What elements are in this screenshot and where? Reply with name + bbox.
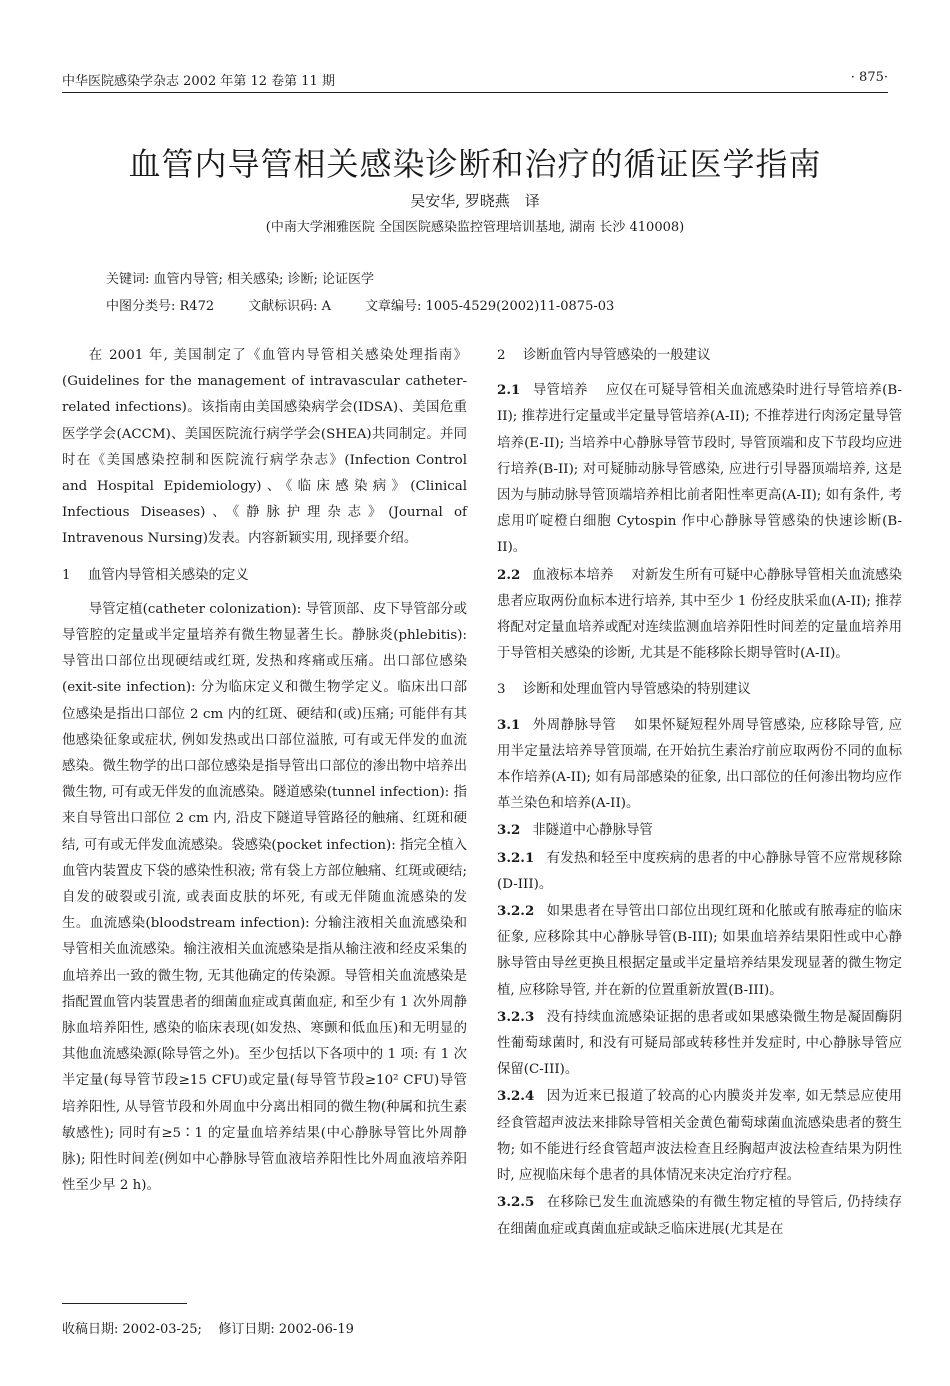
classification-line [106,295,614,314]
keywords: 关键词: 血管内导管; 相关感染; 诊断; 论证医学 [106,272,375,287]
document-code: 文献标识码: A [248,299,332,314]
revised-date: 修订日期: 2002-06-19 [218,1322,354,1337]
section-1-heading: 1 血管内导管相关感染的定义 [62,567,249,583]
section-3-heading: 3 诊断和处理血管内导管感染的特别建议 [497,682,751,698]
subsection-3-2: 3.2 非隧道中心静脉导管 [497,822,653,839]
received-date: 收稿日期: 2002-03-25; [62,1322,202,1337]
footnote-rule [62,1303,187,1304]
subsection-3-2-4: 3.2.4 因为近来已报道了较高的心内膜炎并发率, 如无禁忌应使用经食管超声波法来排除导管相关金黄色葡萄球菌血流感染患者的赘生物; 如不能进行经食管超声波法检查且经胸超声波法检查结果为阴性时, 应视临床每个患者的具体情况来决定治疗疗程。 [497,1088,902,1184]
subsection-2-1: 2.1 导管培养 应仅在可疑导管相关血流感染时进行导管培养(B-II); 推荐进行定量或半定量导管培养(A-II); 不推荐进行肉汤定量导管培养(E-II); 当培养中心静脉导管节段时, 导管顶端和皮下节段均应进行培养(B-II); 对可疑肺动脉导管感染, 应进行引导器顶端培养, 这是因为与肺动脉导管顶端培养相比前者阳性率更高(A-II); 如有条件, 考虑用吖啶橙白细胞 Cytospin 作中心静脉导管感染的快速诊断(B-II)。 [497,382,903,556]
subsection-3-2-2: 3.2.2 如果患者在导管出口部位出现红斑和化脓或有脓毒症的临床征象, 应移除其中心静脉导管(B-III); 如果血培养结果阳性或中心静脉导管由导丝更换且根据定量或半定量培养结果发现显著的微生物定植, 应移除导管, 并在新的位置重新放置(B-III)。 [497,903,902,998]
received-dates [62,1318,354,1337]
subsection-3-2-1: 3.2.1 有发热和轻至中度疾病的患者的中心静脉导管不应常规移除(D-III)。 [497,849,902,892]
page-number: · 875· [850,70,888,85]
running-head [62,70,888,93]
clc-number: 中图分类号: R472 [106,299,215,314]
authors: 吴安华, 罗晓燕 译 [410,192,540,210]
article-number: 文章编号: 1005-4529(2002)11-0875-03 [365,299,615,314]
right-column [497,343,902,1243]
subsection-3-2-3: 3.2.3 没有持续血流感染证据的患者或如果感染微生物是凝固酶阴性葡萄球菌时, 和没有可疑局部或转移性并发症时, 中心静脉导管应保留(C-III)。 [497,1008,902,1078]
subsection-3-1: 3.1 外周静脉导管 如果怀疑短程外周导管感染, 应移除导管, 应用半定量法培养导管顶端, 在开始抗生素治疗前应取两份不同的血标本作培养(A-II); 如有局部感染的征象, 出口部位的任何渗出物均应作革兰染色和培养(A-II)。 [497,716,903,812]
intro-paragraph: 在 2001 年, 美国制定了《血管内导管相关感染处理指南》(Guidelines for the management of intravascular catheter-related infections)。该指南由美国感染病学会(IDSA)、美国危重医学学会(ACCM)、美国医院流行病学学会(SHEA)共同制定。并同时在《美国感染控制和医院流行病学杂志》(Infection Control and Hospital Epidemiology)、《临床感染病》(Clinical Infectious Diseases)、《静脉护理杂志》(Journal of Intravenous Nursing)发表。内容新颖实用, 现择要介绍。 [62,348,467,547]
left-column [62,343,467,1200]
section-2-heading: 2 诊断血管内导管感染的一般建议 [497,348,711,363]
section-1-body: 导管定植(catheter colonization): 导管顶部、皮下导管部分或导管腔的定量或半定量培养有微生物显著生长。静脉炎(phlebitis): 导管出口部位出现硬结或红斑, 发热和疼痛或压痛。出口部位感染(exit-site infection): 分为临床定义和微生物学定义。临床出口部位感染是指出口部位 2 cm 内的红斑、硬结和(或)压痛; 可能伴有其他感染征象或症状, 例如发热或出口部位溢脓, 可有或无伴发的血流感染。微生物学的出口部位感染是指导管出口部位的渗出物中培养出微生物, 可有或无伴发的血流感染。隧道感染(tunnel infection): 指来自导管出口部位 2 cm 内, 沿皮下隧道导管路径的触痛、红斑和硬结, 可有或无伴发血流感染。袋感染(pocket infection): 指完全植入血管内装置皮下袋的感染性积液; 常有袋上方部位触痛、红斑或硬结; 自发的破裂或引流, 或表面皮肤的坏死, 有或无伴随血流感染的发生。血流感染(bloodstream infection): 分输注液相关血流感染和导管相关血流感染。输注液相关血流感染是指从输注液和经皮采集的血培养出一致的微生物, 无其他确定的传染源。导管相关血流感染是指配置血管内装置患者的细菌血症或真菌血症, 和至少有 1 次外周静脉血培养阳性, 感染的临床表现(如发热、寒颤和低血压)和无明显的其他血流感染源(除导管之外)。至少包括以下各项中的 1 项: 有 1 次半定量(每导管节段≥15 CFU)或定量(每导管节段≥10² CFU)导管培养阳性, 从导管节段和外周血中分离出相同的微生物(种属和抗生素敏感性); 同时有≥5∶1 的定量血培养结果(中心静脉导管比外周静脉); 阳性时间差(例如中心静脉导管血液培养阳性比外周血液培养阳性至少早 2 h)。 [62,601,467,1194]
article-title: 血管内导管相关感染诊断和治疗的循证医学指南 [128,145,822,184]
subsection-2-2: 2.2 血液标本培养 对新发生所有可疑中心静脉导管相关血流感染患者应取两份血标本进行培养, 其中至少 1 份经皮肤采血(A-II); 推荐将配对定量血培养或配对连续监测血培养阳性时间差的定量血培养用于导管相关感染的诊断, 尤其是不能移除长期导管时(A-II)。 [497,566,903,662]
affiliation: (中南大学湘雅医院 全国医院感染监控管理培训基地, 湖南 长沙 410008) [265,220,685,235]
journal-citation: 中华医院感染学杂志 2002 年第 12 卷第 11 期 [62,74,335,89]
subsection-3-2-5: 3.2.5 在移除已发生血流感染的有微生物定植的导管后, 仍持续存在细菌血症或真菌血症或缺乏临床进展(尤其是在 [497,1194,902,1237]
